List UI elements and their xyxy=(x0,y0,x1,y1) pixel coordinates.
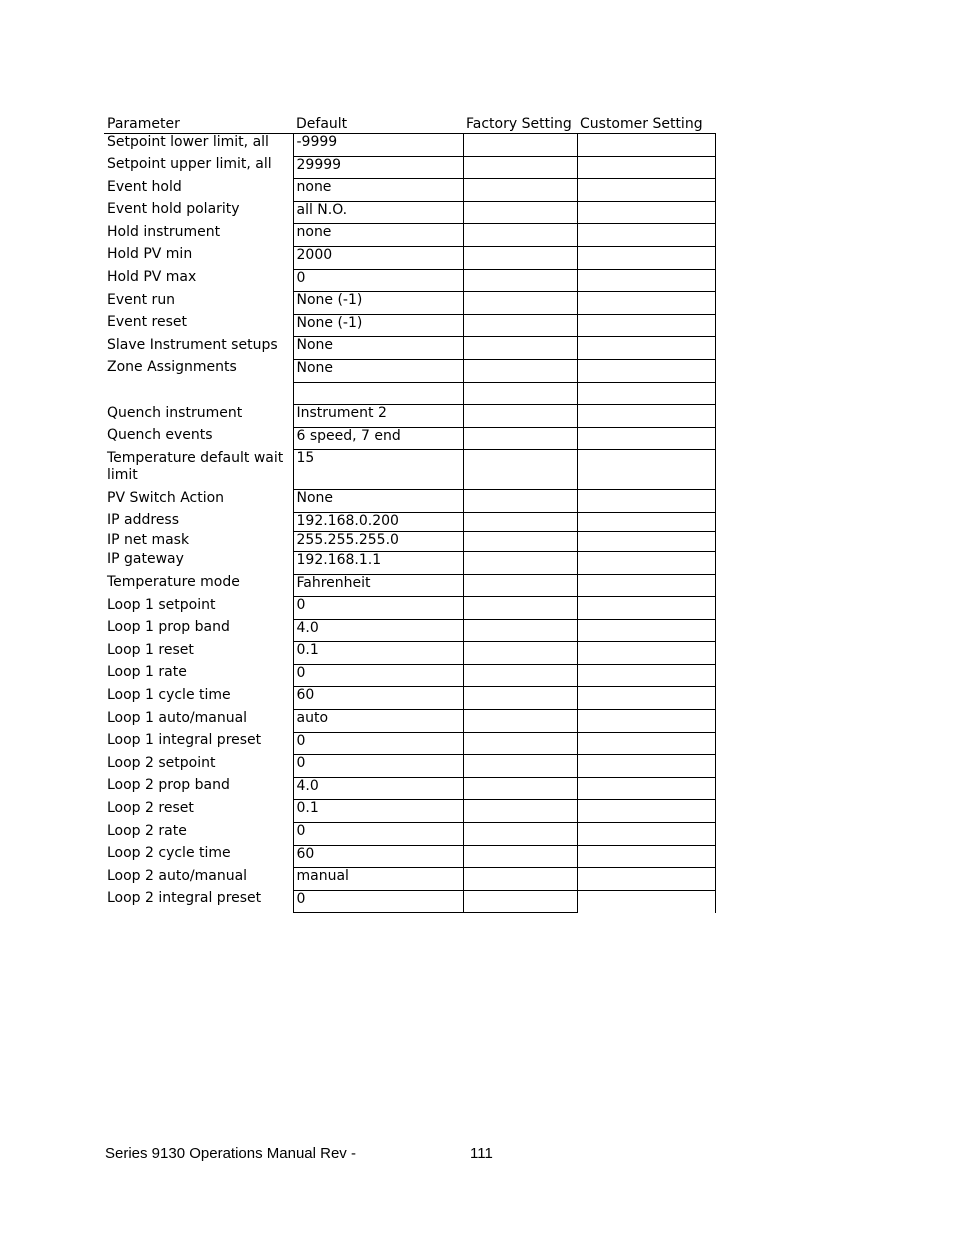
default-value-cell: auto xyxy=(293,710,463,733)
settings-table xyxy=(104,111,716,913)
customer-setting-cell[interactable] xyxy=(577,710,715,733)
table-row xyxy=(104,201,715,224)
customer-setting-cell[interactable] xyxy=(577,450,715,490)
table-row xyxy=(104,382,715,405)
default-value-cell: 0 xyxy=(293,664,463,687)
default-value-cell: 0 xyxy=(293,732,463,755)
parameter-cell: Zone Assignments xyxy=(107,359,237,376)
parameter-cell: IP net mask xyxy=(107,531,190,548)
factory-setting-cell[interactable] xyxy=(463,359,577,382)
parameter-cell: Loop 2 reset xyxy=(107,799,194,816)
customer-setting-cell[interactable] xyxy=(577,800,715,823)
parameter-cell: Loop 2 prop band xyxy=(107,777,230,794)
parameter-cell: Loop 2 rate xyxy=(107,822,187,839)
parameter-cell: IP address xyxy=(107,512,180,529)
factory-setting-cell[interactable] xyxy=(463,179,577,202)
default-value-cell: 60 xyxy=(293,845,463,868)
factory-setting-cell[interactable] xyxy=(463,597,577,620)
table-row xyxy=(104,532,715,552)
factory-setting-cell[interactable] xyxy=(463,269,577,292)
customer-setting-cell[interactable] xyxy=(577,868,715,891)
customer-setting-cell[interactable] xyxy=(577,359,715,382)
table-header xyxy=(104,111,715,134)
parameter-cell: Setpoint lower limit, all xyxy=(107,134,269,150)
customer-setting-cell[interactable] xyxy=(577,512,715,532)
customer-setting-cell[interactable] xyxy=(577,246,715,269)
default-value-cell: None (-1) xyxy=(293,292,463,315)
parameter-cell: Loop 1 setpoint xyxy=(107,596,216,613)
parameter-cell: Loop 1 prop band xyxy=(107,619,230,636)
table-row xyxy=(104,314,715,337)
table-row xyxy=(104,337,715,360)
table-row xyxy=(104,179,715,202)
default-value-cell: 0 xyxy=(293,890,463,913)
parameter-cell: Loop 2 setpoint xyxy=(107,754,216,771)
default-value-cell: 60 xyxy=(293,687,463,710)
default-value-cell: 192.168.0.200 xyxy=(293,512,463,532)
table-row xyxy=(104,269,715,292)
default-value-cell: 0.1 xyxy=(293,642,463,665)
table-row xyxy=(104,359,715,382)
customer-setting-cell[interactable] xyxy=(577,292,715,315)
footer-document-title: Series 9130 Operations Manual Rev - xyxy=(105,1145,356,1162)
parameter-cell: Event reset xyxy=(107,314,188,331)
factory-setting-cell[interactable] xyxy=(463,574,577,597)
factory-setting-cell[interactable] xyxy=(463,890,577,913)
customer-setting-cell[interactable] xyxy=(577,777,715,800)
default-value-cell: 4.0 xyxy=(293,619,463,642)
default-value-cell: Instrument 2 xyxy=(293,405,463,428)
table-body xyxy=(104,134,715,913)
default-value-cell: Fahrenheit xyxy=(293,574,463,597)
customer-setting-cell[interactable] xyxy=(577,532,715,552)
default-value-cell: 0 xyxy=(293,823,463,846)
factory-setting-cell[interactable] xyxy=(463,687,577,710)
factory-setting-cell[interactable] xyxy=(463,490,577,513)
table-row xyxy=(104,823,715,846)
default-value-cell: none xyxy=(293,179,463,202)
table-row xyxy=(104,134,715,157)
customer-setting-cell[interactable] xyxy=(577,382,715,405)
customer-setting-cell[interactable] xyxy=(577,890,715,913)
table-row xyxy=(104,450,715,490)
customer-setting-cell[interactable] xyxy=(577,134,715,157)
parameter-cell: IP gateway xyxy=(107,551,184,568)
table-row xyxy=(104,664,715,687)
table-row xyxy=(104,292,715,315)
factory-setting-cell[interactable] xyxy=(463,845,577,868)
parameter-cell: Loop 1 reset xyxy=(107,641,194,658)
customer-setting-cell[interactable] xyxy=(577,664,715,687)
factory-setting-cell[interactable] xyxy=(463,755,577,778)
customer-setting-cell[interactable] xyxy=(577,490,715,513)
factory-setting-cell[interactable] xyxy=(463,246,577,269)
factory-setting-cell[interactable] xyxy=(463,382,577,405)
table-row xyxy=(104,755,715,778)
default-value-cell: 255.255.255.0 xyxy=(293,532,463,552)
default-value-cell: 4.0 xyxy=(293,777,463,800)
parameter-cell: Quench events xyxy=(107,427,213,444)
customer-setting-cell[interactable] xyxy=(577,845,715,868)
table-row xyxy=(104,710,715,733)
factory-setting-cell[interactable] xyxy=(463,450,577,490)
default-value-cell xyxy=(293,382,463,405)
factory-setting-cell[interactable] xyxy=(463,551,577,574)
customer-setting-cell[interactable] xyxy=(577,427,715,450)
customer-setting-cell[interactable] xyxy=(577,619,715,642)
customer-setting-cell[interactable] xyxy=(577,156,715,179)
header-row xyxy=(104,111,715,134)
customer-setting-cell[interactable] xyxy=(577,687,715,710)
factory-setting-cell[interactable] xyxy=(463,642,577,665)
default-value-cell: None xyxy=(293,337,463,360)
customer-setting-cell[interactable] xyxy=(577,823,715,846)
default-value-cell: None xyxy=(293,490,463,513)
default-value-cell: none xyxy=(293,224,463,247)
default-value-cell: all N.O. xyxy=(293,201,463,224)
table-row xyxy=(104,490,715,513)
table-row xyxy=(104,642,715,665)
default-value-cell: 29999 xyxy=(293,156,463,179)
customer-setting-cell[interactable] xyxy=(577,732,715,755)
factory-setting-cell[interactable] xyxy=(463,427,577,450)
customer-setting-cell[interactable] xyxy=(577,224,715,247)
parameter-column-header: Parameter xyxy=(104,111,293,134)
factory-setting-cell[interactable] xyxy=(463,823,577,846)
default-value-cell: 0.1 xyxy=(293,800,463,823)
parameter-cell: Temperature mode xyxy=(107,574,240,590)
parameter-cell: Loop 1 integral preset xyxy=(107,732,262,749)
factory-setting-cell[interactable] xyxy=(463,532,577,552)
parameter-cell: Loop 2 auto/manual xyxy=(107,867,248,884)
table-row xyxy=(104,687,715,710)
factory-setting-cell[interactable] xyxy=(463,201,577,224)
table-row xyxy=(104,777,715,800)
parameter-cell: Hold PV min xyxy=(107,246,193,263)
page-number: 111 xyxy=(470,1145,493,1162)
table-row xyxy=(104,574,715,597)
parameter-cell: Hold PV max xyxy=(107,269,197,286)
factory-setting-cell[interactable] xyxy=(463,224,577,247)
customer-setting-cell[interactable] xyxy=(577,269,715,292)
factory-setting-cell[interactable] xyxy=(463,134,577,157)
factory-setting-column-header: Factory Setting xyxy=(463,111,577,134)
table-row xyxy=(104,551,715,574)
parameter-cell: PV Switch Action xyxy=(107,489,225,506)
factory-setting-cell[interactable] xyxy=(463,732,577,755)
factory-setting-cell[interactable] xyxy=(463,710,577,733)
factory-setting-cell[interactable] xyxy=(463,337,577,360)
factory-setting-cell[interactable] xyxy=(463,664,577,687)
default-value-cell: 0 xyxy=(293,755,463,778)
parameter-cell: Loop 2 integral preset xyxy=(107,890,262,907)
customer-setting-cell[interactable] xyxy=(577,574,715,597)
factory-setting-cell[interactable] xyxy=(463,156,577,179)
table-row xyxy=(104,619,715,642)
factory-setting-cell[interactable] xyxy=(463,292,577,315)
table-row xyxy=(104,732,715,755)
table-row xyxy=(104,845,715,868)
table-row xyxy=(104,868,715,891)
factory-setting-cell[interactable] xyxy=(463,619,577,642)
default-value-cell: manual xyxy=(293,868,463,891)
factory-setting-cell[interactable] xyxy=(463,777,577,800)
table-row xyxy=(104,156,715,179)
table-row xyxy=(104,224,715,247)
default-column-header: Default xyxy=(293,111,463,134)
table-row xyxy=(104,427,715,450)
parameter-cell: Loop 1 rate xyxy=(107,664,187,681)
customer-setting-cell[interactable] xyxy=(577,337,715,360)
customer-setting-cell[interactable] xyxy=(577,551,715,574)
parameter-cell: Temperature default wait limit xyxy=(107,449,284,483)
table-row xyxy=(104,597,715,620)
customer-setting-column-header: Customer Setting xyxy=(577,111,715,134)
customer-setting-cell[interactable] xyxy=(577,755,715,778)
factory-setting-cell[interactable] xyxy=(463,405,577,428)
default-value-cell: -9999 xyxy=(293,134,463,157)
parameter-cell: Loop 1 cycle time xyxy=(107,686,231,703)
parameter-cell: Quench instrument xyxy=(107,404,243,421)
customer-setting-cell[interactable] xyxy=(577,179,715,202)
parameter-cell: Setpoint upper limit, all xyxy=(107,156,272,173)
factory-setting-cell[interactable] xyxy=(463,868,577,891)
parameter-cell: Loop 1 auto/manual xyxy=(107,709,248,726)
default-value-cell: None xyxy=(293,359,463,382)
table-row xyxy=(104,246,715,269)
table-row xyxy=(104,405,715,428)
customer-setting-cell[interactable] xyxy=(577,201,715,224)
default-value-cell: 15 xyxy=(293,450,463,490)
customer-setting-cell[interactable] xyxy=(577,314,715,337)
factory-setting-cell[interactable] xyxy=(463,314,577,337)
parameter-cell: Event hold xyxy=(107,178,182,195)
factory-setting-cell[interactable] xyxy=(463,512,577,532)
customer-setting-cell[interactable] xyxy=(577,642,715,665)
default-value-cell: 0 xyxy=(293,597,463,620)
table-row xyxy=(104,800,715,823)
customer-setting-cell[interactable] xyxy=(577,597,715,620)
factory-setting-cell[interactable] xyxy=(463,800,577,823)
default-value-cell: 2000 xyxy=(293,246,463,269)
parameter-cell: Loop 2 cycle time xyxy=(107,845,231,862)
default-value-cell: None (-1) xyxy=(293,314,463,337)
default-value-cell: 6 speed, 7 end xyxy=(293,427,463,450)
parameter-cell: Event run xyxy=(107,291,176,308)
parameter-cell: Slave Instrument setups xyxy=(107,336,278,353)
customer-setting-cell[interactable] xyxy=(577,405,715,428)
default-value-cell: 0 xyxy=(293,269,463,292)
table-row xyxy=(104,890,715,913)
parameter-cell: Event hold polarity xyxy=(107,201,240,218)
parameter-cell xyxy=(104,382,293,405)
default-value-cell: 192.168.1.1 xyxy=(293,551,463,574)
table-row xyxy=(104,512,715,532)
parameter-cell: Hold instrument xyxy=(107,223,221,240)
